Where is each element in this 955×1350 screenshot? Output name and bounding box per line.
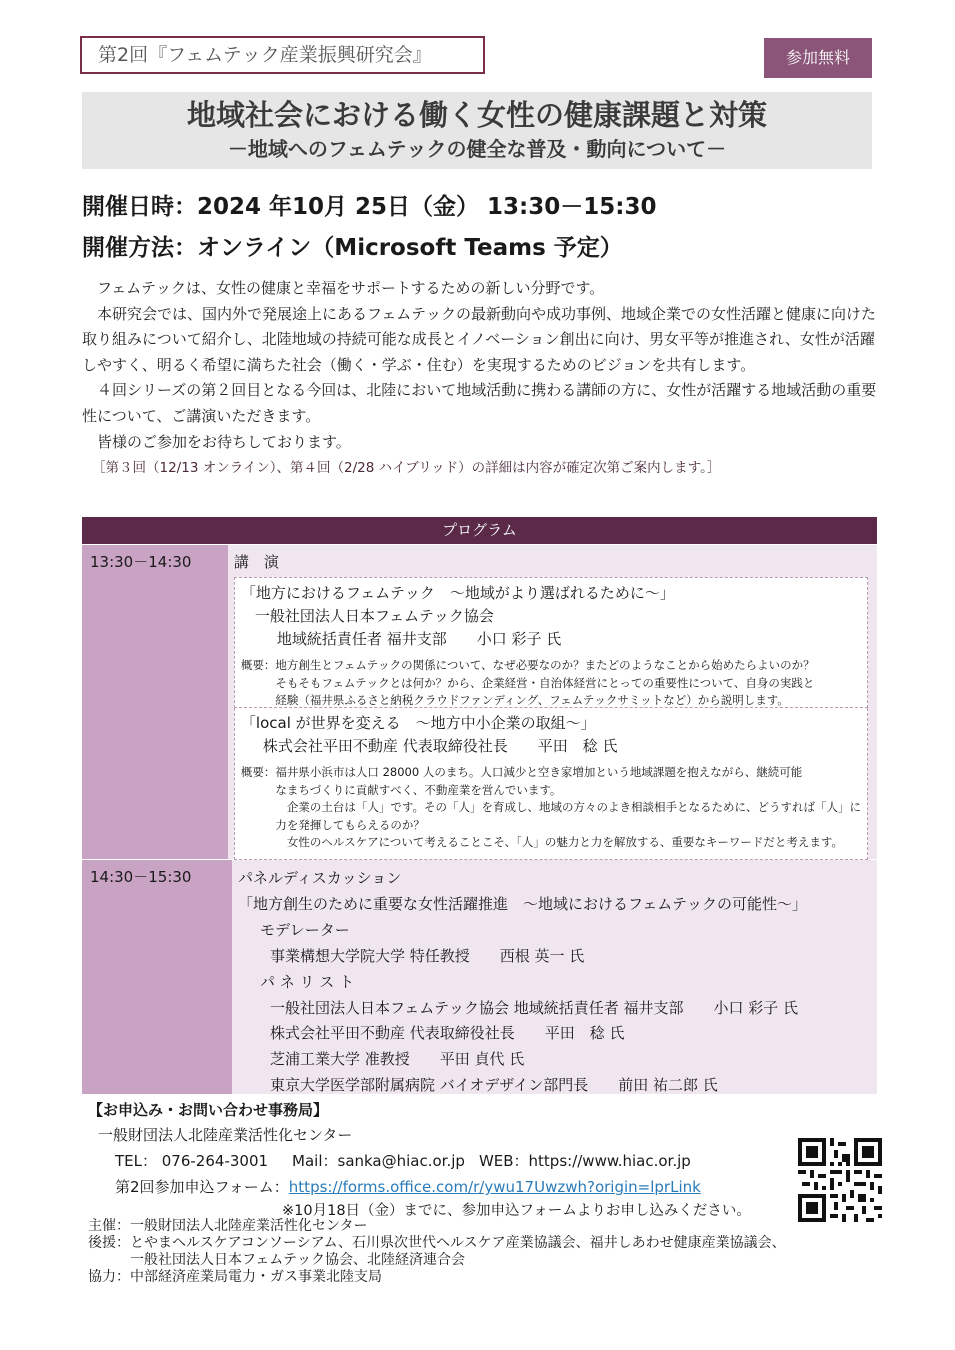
talk-title: 「地方におけるフェムテック ～地域がより選ばれるために～」: [240, 584, 675, 602]
speaker-name: 株式会社平田不動産 代表取締役社長 平田 稔 氏: [262, 737, 618, 755]
support-line-cont: 一般社団法人日本フェムテック協会、北陸経済連合会: [130, 1252, 466, 1268]
talk-title: 「local が世界を変える ～地方中小企業の取組～」: [240, 714, 596, 732]
panelist-name: 芝浦工業大学 准教授 平田 貞代 氏: [270, 1050, 525, 1069]
qr-code-icon: [798, 1138, 882, 1222]
page-subtitle: －地域へのフェムテックの健全な普及・動向について－: [227, 137, 727, 161]
contact-section: [88, 1098, 888, 1222]
summary-line: そもそもフェムテックとは何か？から、企業経営・自治体経営にとっての重要性について、自身の実践と: [275, 675, 815, 690]
section-label: 講 演: [233, 553, 279, 571]
summary-line: 地方創生とフェムテックの関係について、なぜ必要なのか？またどのようなことから始めたらよいのか？: [275, 658, 815, 672]
summary-label: 概要：: [240, 765, 276, 779]
form-line: [88, 1174, 888, 1200]
support-line: 後援：とやまヘルスケアコンソーシアム、石川県次世代ヘルスケア産業協議会、福井しあわせ健康産業協議会、: [88, 1235, 786, 1251]
intro-text: [82, 276, 882, 482]
program-row-panel: [82, 859, 877, 1094]
contact-heading: 【お申込み・お問い合わせ事務局】: [88, 1101, 329, 1119]
intro-paragraph-4: 皆様のご参加をお待ちしております。: [97, 432, 351, 451]
summary-body: [275, 657, 861, 710]
program-table: [82, 517, 877, 1094]
contact-web[interactable]: WEB：https://www.hiac.or.jp: [478, 1152, 691, 1170]
event-method: 開催方法：オンライン（Microsoft Teams 予定）: [82, 235, 623, 261]
time-cell: 14:30－15:30: [82, 860, 232, 1094]
summary-line: 女性のヘルスケアについて考えることこそ、「人」の魅力と力を解放する、重要なキーワードだと考えます。: [275, 835, 843, 849]
moderator-name: 事業構想大学院大学 特任教授 西根 英一 氏: [270, 946, 585, 965]
panel-title: 「地方創生のために重要な女性活躍推進 ～地域におけるフェムテックの可能性～」: [238, 894, 807, 913]
panelist-name: 株式会社平田不動産 代表取締役社長 平田 稔 氏: [270, 1024, 625, 1043]
talk-box: [234, 708, 868, 860]
summary-label: 概要：: [240, 658, 276, 672]
contact-details: [88, 1148, 888, 1174]
intro-paragraph-1: フェムテックは、女性の健康と幸福をサポートするための新しい分野です。: [97, 279, 605, 297]
section-label: パネルディスカッション: [238, 869, 402, 887]
free-badge: 参加無料: [764, 38, 872, 78]
form-link[interactable]: https://forms.office.com/r/ywu17Uwzwh?origin=lprLink: [288, 1178, 701, 1196]
host-line: 主催：一般財団法人北陸産業活性化センター: [88, 1218, 368, 1234]
time-cell: 13:30－14:30: [82, 545, 228, 859]
contact-mail[interactable]: Mail：sanka@hiac.or.jp: [292, 1152, 465, 1170]
intro-paragraph-3: ４回シリーズの第２回目となる今回は、北陸において地域活動に携わる講師の方に、女性が活躍する地域活動の重要性について、ご講演いただきます。: [82, 381, 877, 425]
talk-summary: [241, 657, 861, 710]
title-band: [82, 92, 872, 169]
panelist-name: 一般社団法人日本フェムテック協会 地域統括責任者 福井支部 小口 彩子 氏: [270, 998, 799, 1017]
content-cell: [228, 545, 877, 859]
form-label: 第2回参加申込フォーム：: [115, 1178, 289, 1196]
content-cell: [232, 860, 877, 1094]
page-title: 地域社会における働く女性の健康課題と対策: [186, 98, 767, 132]
talk-box: [234, 577, 868, 708]
panelist-label: パ ネ リ ス ト: [260, 972, 355, 991]
summary-line: なまちづくりに貢献すべく、不動産業を営んでいます。: [275, 782, 562, 797]
summary-line: 経験（福井県ふるさと納税クラウドファンディング、フェムテックサミットなど）から説明します。: [275, 693, 789, 707]
summary-line: 力を発揮してもらえるのか？: [275, 817, 425, 832]
summary-body: [275, 764, 861, 852]
summary-line: 企業の土台は「人」です。その「人」を育成し、地域の方々のよき相談相手となるために、どうすれば「人」に: [275, 800, 861, 814]
event-datetime: 開催日時：2024 年10月 25日（金） 13:30－15:30: [82, 194, 657, 220]
moderator-label: モデレーター: [260, 920, 350, 939]
credits: [88, 1218, 786, 1286]
speaker-name: 地域統括責任者 福井支部 小口 彩子 氏: [276, 630, 562, 648]
contact-org: 一般財団法人北陸産業活性化センター: [98, 1126, 353, 1144]
series-badge: 第2回『フェムテック産業振興研究会』: [80, 36, 485, 74]
program-heading: プログラム: [82, 517, 877, 544]
contact-tel[interactable]: TEL： 076-264-3001: [115, 1152, 269, 1170]
intro-paragraph-2: 本研究会では、国内外で発展途上にあるフェムテックの最新動向や成功事例、地域企業での女性活躍と健康に向けた取り組みについて紹介し、北陸地域の持続可能な成長とイノベーション創出に向け、男女平等が推進され、女性が活躍しやすく、明るく希望に満ちた社会（働く・学ぶ・住む）を実現するためのビジョンを共有します。: [82, 304, 876, 374]
panelist-name: 東京大学医学部附属病院 バイオデザイン部門長 前田 祐二郎 氏: [270, 1076, 718, 1095]
speaker-org: 一般社団法人日本フェムテック協会: [254, 607, 494, 625]
deadline-note: ※10月18日（金）までに、参加申込フォームよりお申し込みください。: [282, 1203, 751, 1219]
summary-line: 福井県小浜市は人口 28000 人のまち。人口減少と空き家増加という地域課題を抱えながら、継続可能: [275, 765, 803, 779]
program-row-lecture: [82, 544, 877, 859]
cooperation-line: 協力：中部経済産業局電力・ガス事業北陸支局: [88, 1269, 382, 1285]
talk-summary: [241, 764, 861, 852]
series-note: ［第３回（12/13 オンライン）、第４回（2/28 ハイブリッド）の詳細は内容が確定次第ご案内します。］: [92, 460, 721, 477]
